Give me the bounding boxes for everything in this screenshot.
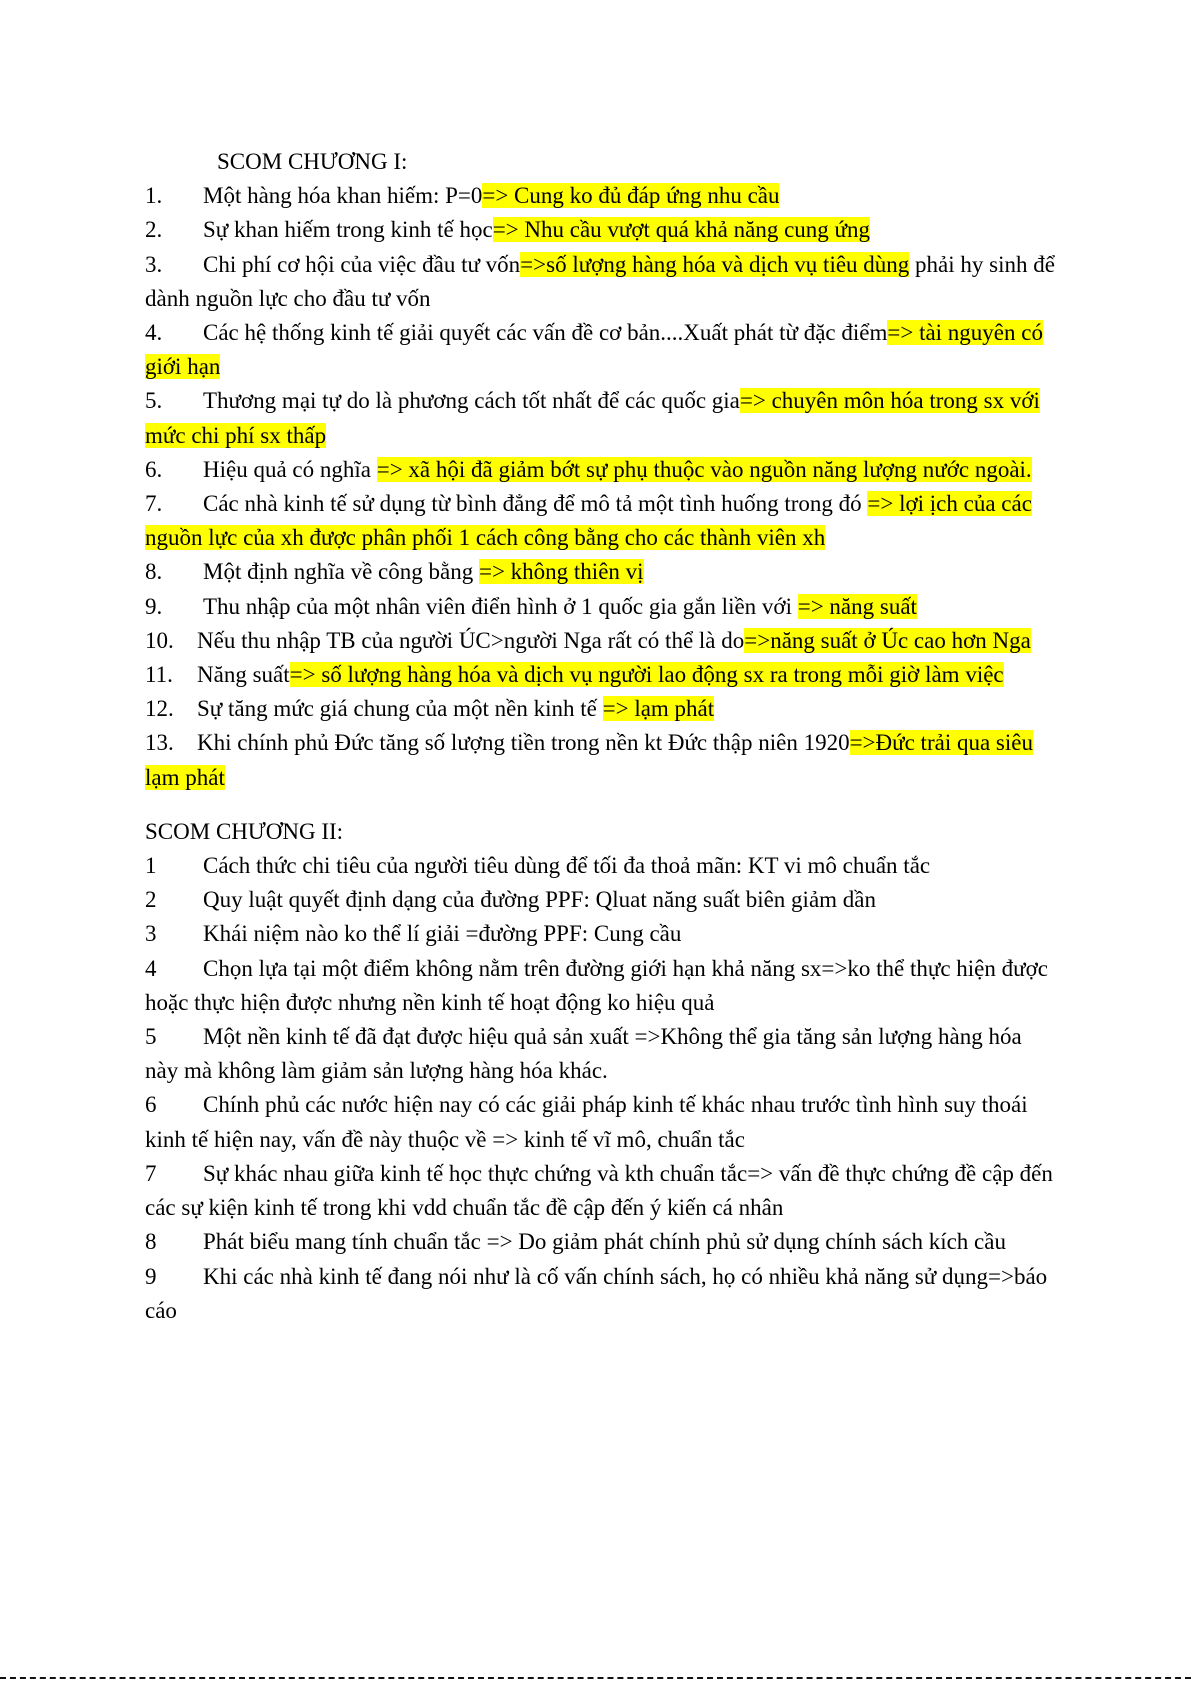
item-answer: =>Đức trải qua siêu lạm phát xyxy=(145,730,1033,790)
list-item xyxy=(145,624,1060,658)
list-item xyxy=(145,487,1060,555)
item-number: 6 xyxy=(145,1092,157,1118)
item-number: 12. xyxy=(145,696,174,722)
list-item xyxy=(145,1020,1060,1088)
item-text: Phát biểu mang tính chuẩn tắc => Do giảm phát chính phủ sử dụng chính sách kích cầu xyxy=(203,1229,1006,1255)
item-answer: => tài nguyên có giới hạn xyxy=(145,320,1043,380)
item-number: 2. xyxy=(145,217,163,243)
document-content xyxy=(145,145,1060,1328)
section1-title: SCOM CHƯƠNG I: xyxy=(217,149,408,174)
item-text: Một định nghĩa về công bằng xyxy=(203,559,479,585)
item-answer: => không thiên vị xyxy=(478,559,644,585)
item-number: 5. xyxy=(145,388,163,414)
item-text: Các hệ thống kinh tế giải quyết các vấn đề cơ bản....Xuất phát từ đặc điểm xyxy=(203,320,888,346)
item-text: Một hàng hóa khan hiếm: P=0 xyxy=(203,183,483,209)
page-bottom-rule xyxy=(0,1677,1191,1679)
list-item xyxy=(145,213,1060,247)
item-answer: => Nhu cầu vượt quá khả năng cung ứng xyxy=(492,217,870,243)
item-number: 9 xyxy=(145,1263,157,1289)
item-answer: => lạm phát xyxy=(602,696,715,722)
item-text: Sự khác nhau giữa kinh tế học thực chứng và kth chuẩn tắc=> vấn đề thực chứng đề cập đến các sự kiện kinh tế trong khi vdd chuẩn tắc đề cập đến ý kiến cá nhân xyxy=(145,1160,1053,1221)
item-number: 10. xyxy=(145,627,174,653)
item-text: Sự khan hiếm trong kinh tế học xyxy=(203,217,493,243)
item-text: Thương mại tự do là phương cách tốt nhất để các quốc gia xyxy=(203,388,740,414)
list-item xyxy=(145,883,1060,917)
item-text: Cách thức chi tiêu của người tiêu dùng để tối đa thoả mãn: KT vi mô chuẩn tắc xyxy=(203,853,931,879)
section2-title: SCOM CHƯƠNG II: xyxy=(145,818,344,844)
item-number: 4. xyxy=(145,320,163,346)
item-tail: phải hy sinh để dành nguồn lực cho đầu tư vốn xyxy=(145,251,1055,311)
item-text: Chọn lựa tại một điểm không nằm trên đường giới hạn khả năng sx=>ko thể thực hiện được hoặc thực hiện được nhưng nền kinh tế hoạt động ko hiệu quả xyxy=(145,955,1048,1015)
item-answer: => chuyên môn hóa trong sx với mức chi phí sx thấp xyxy=(145,388,1040,448)
list-item xyxy=(145,658,1060,692)
item-number: 7. xyxy=(145,491,163,517)
item-number: 4 xyxy=(145,955,157,981)
item-text: Nếu thu nhập TB của người ÚC>người Nga rất có thể là do xyxy=(197,627,745,653)
item-text: Quy luật quyết định dạng của đường PPF: Qluat năng suất biên giảm dần xyxy=(203,887,877,913)
list-item xyxy=(145,316,1060,384)
item-text: Hiệu quả có nghĩa xyxy=(203,456,377,482)
list-item xyxy=(145,590,1060,624)
item-text: Năng suất xyxy=(197,662,290,688)
list-item xyxy=(145,692,1060,726)
item-number: 8. xyxy=(145,559,163,585)
list-item xyxy=(145,1088,1060,1156)
item-number: 9. xyxy=(145,593,163,619)
item-text: Khi các nhà kinh tế đang nói như là cố vấn chính sách, họ có nhiều khả năng sử dụng=>báo cáo xyxy=(145,1263,1048,1323)
item-text: Chi phí cơ hội của việc đầu tư vốn xyxy=(203,251,521,277)
item-answer: => lợi ịch của các nguồn lực của xh được phân phối 1 cách công bằng cho các thành viên xh xyxy=(145,491,1032,551)
item-number: 5 xyxy=(145,1024,157,1050)
item-text: Khái niệm nào ko thể lí giải =đường PPF: Cung cầu xyxy=(203,921,682,947)
item-answer: => xã hội đã giảm bớt sự phụ thuộc vào nguồn năng lượng nước ngoài. xyxy=(376,456,1032,482)
item-answer: => Cung ko đủ đáp ứng nhu cầu xyxy=(482,183,780,209)
list-item xyxy=(145,1157,1060,1225)
item-text: Thu nhập của một nhân viên điển hình ở 1 quốc gia gắn liền với xyxy=(203,593,798,619)
item-number: 8 xyxy=(145,1229,157,1255)
item-number: 1. xyxy=(145,183,163,209)
item-number: 1 xyxy=(145,853,157,879)
item-text: Sự tăng mức giá chung của một nền kinh tế xyxy=(197,696,603,722)
list-item xyxy=(145,849,1060,883)
item-text: Một nền kinh tế đã đạt được hiệu quả sản xuất =>Không thể gia tăng sản lượng hàng hóa này mà không làm giảm sản lượng hàng hóa khác. xyxy=(145,1024,1022,1084)
list-item xyxy=(145,952,1060,1020)
list-item xyxy=(145,179,1060,213)
item-number: 13. xyxy=(145,730,174,756)
item-answer: =>năng suất ở Úc cao hơn Nga xyxy=(744,627,1031,653)
item-text: Các nhà kinh tế sử dụng từ bình đẳng để mô tả một tình huống trong đó xyxy=(203,491,868,517)
list-item xyxy=(145,384,1060,452)
section-spacer xyxy=(145,795,1060,815)
item-text: Khi chính phủ Đức tăng số lượng tiền trong nền kt Đức thập niên 1920 xyxy=(197,730,850,756)
list-item xyxy=(145,1260,1060,1328)
item-text: Chính phủ các nước hiện nay có các giải pháp kinh tế khác nhau trước tình hình suy thoái kinh tế hiện nay, vấn đề này thuộc về => kinh tế vĩ mô, chuẩn tắc xyxy=(145,1092,1028,1152)
item-answer: =>số lượng hàng hóa và dịch vụ tiêu dùng xyxy=(520,251,910,277)
item-number: 7 xyxy=(145,1160,157,1186)
item-number: 3. xyxy=(145,251,163,277)
list-item xyxy=(145,726,1060,794)
list-item xyxy=(145,917,1060,951)
list-item xyxy=(145,1225,1060,1259)
list-item xyxy=(145,555,1060,589)
list-item xyxy=(145,453,1060,487)
item-answer: => số lượng hàng hóa và dịch vụ người lao động sx ra trong mỗi giờ làm việc xyxy=(289,662,1004,688)
item-number: 6. xyxy=(145,456,163,482)
item-answer: => năng suất xyxy=(797,593,917,619)
item-number: 11. xyxy=(145,662,173,688)
item-number: 2 xyxy=(145,887,157,913)
list-item xyxy=(145,248,1060,316)
item-number: 3 xyxy=(145,921,157,947)
